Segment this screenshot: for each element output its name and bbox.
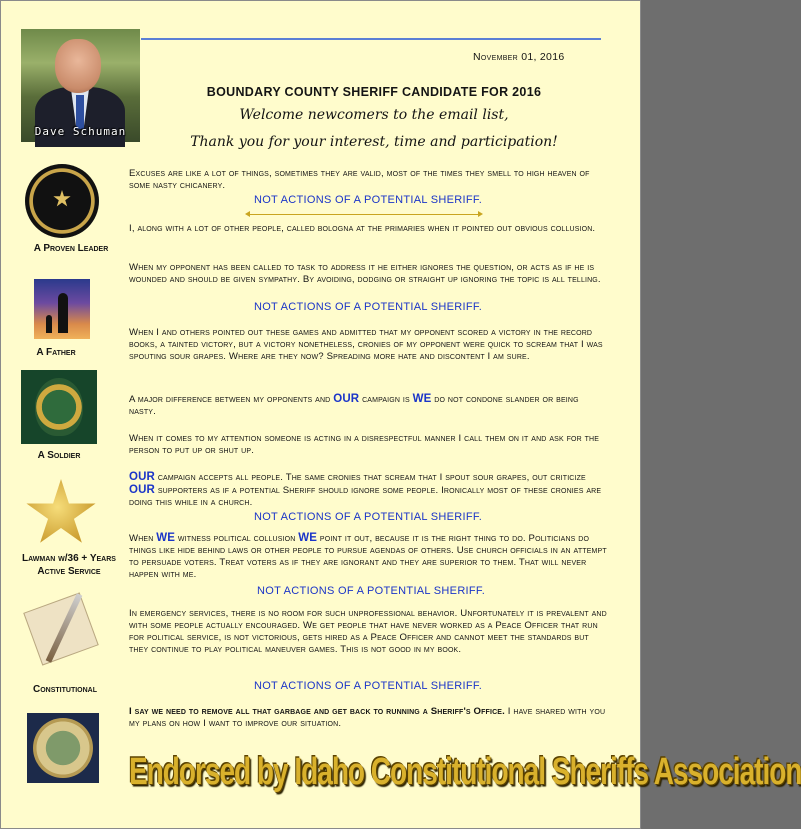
- welcome-line-2: Thank you for your interest, time and participation!: [190, 134, 558, 150]
- paragraph-3: When my opponent has been called to task to address it he either ignores the question, or acts as if he is wounded and should be given sympathy. By avoiding, dodging or straight up ignoring the topic is all telling.: [129, 262, 601, 285]
- paragraph-4: When I and others pointed out these games and admitted that my opponent scored a victory in the record books, a tainted victory, but a victory nonetheless, cronies of my opponent were quick to scream that I was spouting sour grapes. Where are they now? Spreading more hate and discontent I am sure.: [129, 327, 603, 362]
- page-title: BOUNDARY COUNTY SHERIFF CANDIDATE FOR 2016: [206, 85, 542, 99]
- welcome-line-1: Welcome newcomers to the email list,: [239, 107, 509, 123]
- paragraph-1: Excuses are like a lot of things, sometimes they are valid, most of the times they smell to high heaven of some nasty chicanery.: [129, 168, 590, 191]
- military-police-crest-icon: [21, 370, 97, 444]
- paragraph-9: In emergency services, there is no room for such unprofessional behavior. Unfortunately it is prevalent and with some people actually encouraged. We get people that have never worked as a Peace Officer that run for political service, is not victorious, gets hired as a Peace Officer and cannot meet the standards but they continue to play political maneuver games. This is not good in my book.: [129, 608, 607, 655]
- our-emphasis: OUR: [129, 484, 156, 496]
- label-lawman: Lawman w/36 + Years Active Service: [22, 553, 116, 577]
- paragraph-5: A major difference between my opponents and OUR campaign is WE do not condone slander or being nasty.: [129, 393, 579, 417]
- candidate-photo: [21, 29, 140, 142]
- not-actions-line-5: NOT ACTIONS OF A POTENTIAL SHERIFF.: [253, 680, 483, 692]
- paragraph-7: OUR campaign accepts all people. The same cronies that scream that I spout sour grapes, out criticize OUR supporters as if a potential Sheriff should ignore some people. Ironically most of these cronies are doing this while in a church.: [129, 471, 602, 508]
- paragraph-6: When it comes to my attention someone is acting in a disrespectful manner I call them on it and ask for the person to put up or shut up.: [129, 433, 600, 456]
- label-constitutional: Constitutional: [33, 684, 97, 695]
- we-emphasis: WE: [156, 532, 176, 544]
- paragraph-8: When WE witness political collusion WE point it out, because it is the right thing to do. Politicians do things like hide behind laws or other people to pursue agendas of others. Use church officials in an attempt to persuade voters. Treat voters as if they are ignorant and they are superior to them. That will never happen with me.: [129, 532, 607, 580]
- endorsement-banner: Endorsed by Idaho Constitutional Sheriffs Association: [129, 750, 801, 792]
- candidate-name: Dave Schuman: [34, 125, 127, 138]
- our-emphasis: OUR: [129, 471, 156, 483]
- header-rule: [141, 38, 601, 40]
- not-actions-line-1: NOT ACTIONS OF A POTENTIAL SHERIFF.: [253, 194, 483, 206]
- paragraph-10: I say we need to remove all that garbage and get back to running a Sheriff's Office. I have shared with you my plans on how I want to improve our situation.: [129, 706, 606, 729]
- army-coin-icon: [25, 164, 99, 238]
- not-actions-line-3: NOT ACTIONS OF A POTENTIAL SHERIFF.: [253, 511, 483, 523]
- we-emphasis: WE: [298, 532, 318, 544]
- double-arrow-divider: [247, 214, 481, 215]
- constitution-scroll-icon: [23, 591, 99, 671]
- our-emphasis: OUR: [333, 393, 360, 405]
- label-proven-leader: A Proven Leader: [33, 243, 109, 254]
- county-seal-icon: [27, 713, 99, 783]
- not-actions-line-2: NOT ACTIONS OF A POTENTIAL SHERIFF.: [253, 301, 483, 313]
- label-father: A Father: [36, 347, 76, 358]
- father-child-silhouette-icon: [34, 279, 90, 339]
- date: November 01, 2016: [473, 51, 565, 63]
- sheriff-star-badge-icon: [25, 479, 97, 549]
- we-emphasis: WE: [412, 393, 432, 405]
- not-actions-line-4: NOT ACTIONS OF A POTENTIAL SHERIFF.: [257, 585, 486, 597]
- paragraph-2: I, along with a lot of other people, called bologna at the primaries when it pointed out obvious collusion.: [129, 223, 596, 234]
- label-soldier: A Soldier: [37, 450, 81, 461]
